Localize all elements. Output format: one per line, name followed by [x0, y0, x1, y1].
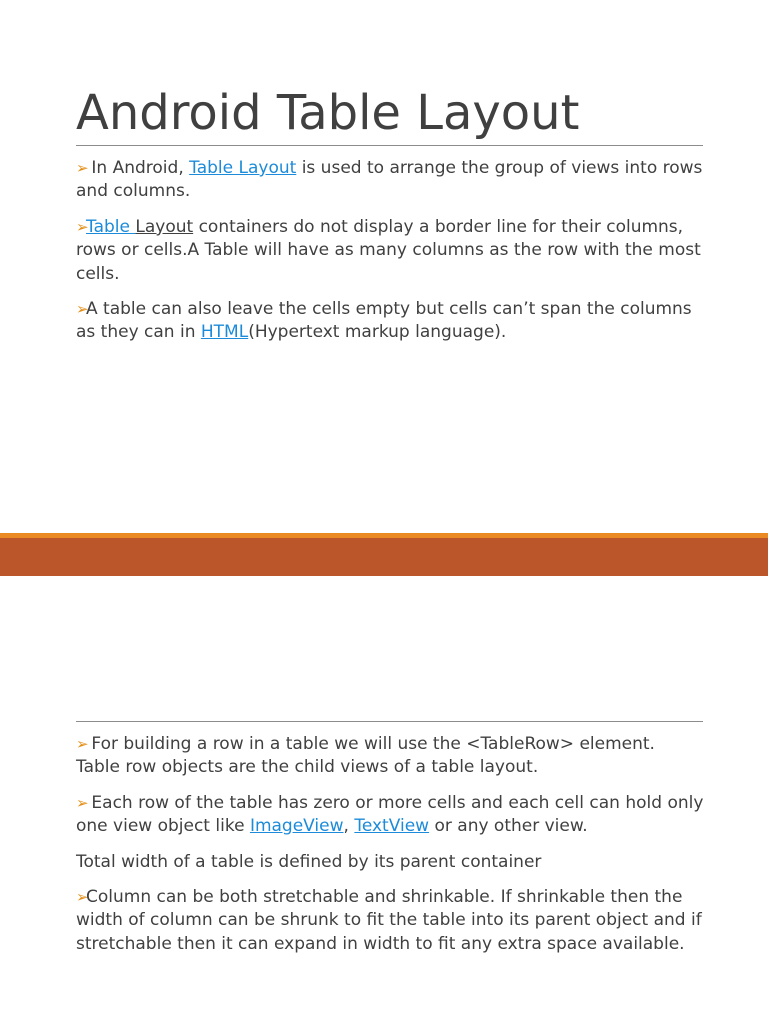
bullet-item: ➢ In Android, Table Layout is used to arrange the group of views into rows and columns. — [76, 158, 703, 202]
layout-underlined-text: Layout — [135, 216, 194, 237]
table-link[interactable]: Table — [86, 216, 136, 237]
arrow-bullet-icon: ➢ — [76, 300, 89, 319]
bullet-list-2 — [76, 733, 704, 968]
bullet-list — [76, 157, 704, 357]
bullet-item: ➢ Each row of the table has zero or more cells and each cell can hold only one view object like ImageView, TextView or any other view. — [76, 792, 704, 837]
arrow-bullet-icon: ➢ — [76, 217, 89, 236]
bullet-item: ➢Column can be both stretchable and shrinkable. If shrinkable then the width of column can be shrunk to fit the table into its parent object and if stretchable then it can expand in width to fit any extra space available. — [76, 887, 702, 954]
title-divider — [76, 145, 703, 146]
html-link[interactable]: HTML — [200, 322, 249, 343]
bullet-item: ➢Table Layout containers do not display a border line for their columns, rows or cells.A Table will have as many columns as the row with the most cells. — [76, 216, 701, 284]
slide-separator-band — [0, 533, 768, 576]
imageview-link[interactable]: ImageView — [249, 816, 344, 837]
textview-link[interactable]: TextView — [354, 816, 430, 837]
arrow-bullet-icon: ➢ — [76, 735, 89, 753]
title-divider — [76, 721, 703, 722]
plain-item: Total width of a table is defined by its parent container — [76, 851, 542, 872]
arrow-bullet-icon: ➢ — [76, 888, 89, 907]
band-main-stripe — [0, 538, 768, 576]
bullet-item: ➢ For building a row in a table we will use the <TableRow> element. Table row objects are the child views of a table layout. — [76, 734, 655, 778]
arrow-bullet-icon: ➢ — [76, 159, 89, 177]
slide-title: Android Table Layout — [76, 85, 580, 141]
bullet-item: ➢A table can also leave the cells empty but cells can’t span the columns as they can in HTML(Hypertext markup language). — [76, 299, 692, 343]
arrow-bullet-icon: ➢ — [76, 793, 89, 812]
table-layout-link[interactable]: Table Layout — [189, 158, 297, 178]
